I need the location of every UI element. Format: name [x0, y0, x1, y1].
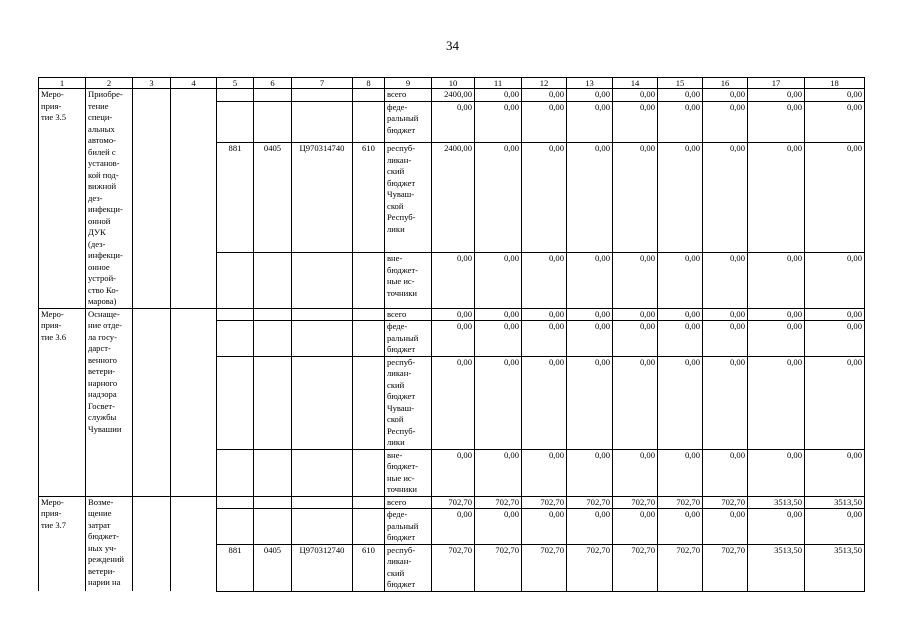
amount-cell: 0,00 — [805, 321, 865, 357]
funding-source — [385, 253, 432, 308]
grbs-code — [217, 253, 254, 308]
section-code: 0405 — [254, 143, 292, 253]
amount-cell: 0,00 — [703, 356, 748, 449]
measure-title-line: затрат — [88, 519, 111, 530]
funding-source — [385, 101, 432, 143]
amount-cell: 0,00 — [613, 321, 658, 357]
column-number-14: 14 — [613, 78, 658, 89]
amount-cell: 702,70 — [432, 496, 475, 509]
amount-cell: 3513,50 — [748, 496, 805, 509]
column-number-16: 16 — [703, 78, 748, 89]
amount-cell: 0,00 — [805, 253, 865, 308]
measure-title-line: дарст- — [88, 343, 111, 353]
measure-title-line: инфекци- — [88, 250, 123, 260]
measure-number-line: прия- — [41, 320, 62, 330]
column-3-cell — [133, 496, 171, 591]
amount-cell: 2400,00 — [432, 89, 475, 102]
funding-source-line: ликан- — [387, 556, 412, 566]
column-number-18: 18 — [805, 78, 865, 89]
grbs-code: 881 — [217, 143, 254, 253]
measure-title-line: кой под- — [88, 169, 119, 180]
amount-cell: 0,00 — [432, 101, 475, 143]
expense-type-code — [353, 89, 385, 102]
amount-cell: 0,00 — [748, 321, 805, 357]
amount-cell: 0,00 — [475, 143, 522, 253]
amount-cell: 0,00 — [703, 449, 748, 496]
amount-cell: 0,00 — [748, 449, 805, 496]
measure-title-line: службы — [88, 412, 117, 422]
amount-cell: 0,00 — [432, 356, 475, 449]
target-article-code — [292, 101, 353, 143]
amount-cell: 702,70 — [522, 496, 567, 509]
section-code — [254, 356, 292, 449]
funding-source — [385, 509, 432, 545]
amount-cell: 702,70 — [703, 544, 748, 591]
amount-cell: 0,00 — [658, 89, 703, 102]
funding-source-line: бюджет — [387, 344, 416, 354]
measure-title-line: инфекци- — [88, 204, 123, 214]
funding-source-line: ский — [387, 567, 405, 578]
amount-cell: 0,00 — [703, 253, 748, 308]
expense-type-code — [353, 253, 385, 308]
amount-cell: 0,00 — [522, 101, 567, 143]
amount-cell: 0,00 — [805, 143, 865, 253]
measure-title-line: венного — [88, 354, 117, 365]
amount-cell: 0,00 — [432, 509, 475, 545]
funding-source-line: респуб- — [387, 356, 416, 367]
amount-cell: 0,00 — [522, 449, 567, 496]
amount-cell: 0,00 — [613, 308, 658, 321]
amount-cell: 0,00 — [748, 356, 805, 449]
measure-title — [86, 496, 133, 591]
section-code — [254, 321, 292, 357]
measure-title-line: надзора — [88, 389, 117, 399]
amount-cell: 0,00 — [613, 356, 658, 449]
expense-type-code: 610 — [353, 143, 385, 253]
measure-number-line: тие 3.6 — [41, 331, 67, 342]
column-number-8: 8 — [353, 78, 385, 89]
grbs-code — [217, 101, 254, 143]
funding-source-line: ные ис- — [387, 276, 415, 287]
measure-title-line: дез- — [88, 192, 103, 203]
grbs-code — [217, 356, 254, 449]
amount-cell: 0,00 — [567, 449, 613, 496]
measure-title-line: альных — [88, 123, 115, 134]
measure-title-line: онной — [88, 215, 111, 226]
grbs-code — [217, 89, 254, 102]
amount-cell: 702,70 — [613, 544, 658, 591]
target-article-code: Ц970312740 — [292, 544, 353, 591]
amount-cell: 3513,50 — [805, 544, 865, 591]
measure-title-line: установ- — [88, 158, 120, 168]
funding-source — [385, 89, 432, 102]
column-number-6: 6 — [254, 78, 292, 89]
amount-cell: 0,00 — [475, 253, 522, 308]
column-number-9: 9 — [385, 78, 432, 89]
column-number-10: 10 — [432, 78, 475, 89]
amount-cell: 702,70 — [475, 496, 522, 509]
grbs-code — [217, 496, 254, 509]
funding-source-line: лики — [387, 223, 405, 234]
measure-number-line: тие 3.7 — [41, 519, 67, 530]
column-4-cell — [171, 496, 217, 591]
expense-type-code: 610 — [353, 544, 385, 591]
funding-source-line: ральный — [387, 520, 419, 531]
amount-cell: 0,00 — [703, 321, 748, 357]
measure-title-line: Оснаще- — [88, 308, 120, 319]
expense-type-code — [353, 496, 385, 509]
funding-source-line: Чуваш- — [387, 402, 415, 413]
amount-cell: 0,00 — [703, 89, 748, 102]
target-article-code — [292, 509, 353, 545]
amount-cell: 0,00 — [475, 449, 522, 496]
measure-title-line: тение — [88, 100, 109, 111]
grbs-code — [217, 321, 254, 357]
amount-cell: 0,00 — [432, 253, 475, 308]
amount-cell: 0,00 — [613, 449, 658, 496]
amount-cell: 0,00 — [658, 356, 703, 449]
measure-number-line: Меро- — [41, 308, 64, 319]
amount-cell: 0,00 — [613, 253, 658, 308]
section-code — [254, 308, 292, 321]
amount-cell: 0,00 — [522, 89, 567, 102]
table-row — [39, 496, 865, 509]
measure-title-line: Возме- — [88, 496, 114, 507]
funding-source-line: ные ис- — [387, 472, 415, 483]
measure-number — [39, 496, 86, 591]
measure-number — [39, 308, 86, 496]
measure-title-line: ДУК — [88, 227, 106, 237]
column-number-row — [39, 78, 865, 89]
amount-cell: 0,00 — [567, 101, 613, 143]
amount-cell: 0,00 — [522, 321, 567, 357]
amount-cell: 0,00 — [748, 101, 805, 143]
section-code — [254, 449, 292, 496]
amount-cell: 0,00 — [613, 143, 658, 253]
amount-cell: 0,00 — [658, 101, 703, 143]
amount-cell: 0,00 — [805, 89, 865, 102]
amount-cell: 0,00 — [805, 449, 865, 496]
amount-cell: 0,00 — [522, 253, 567, 308]
funding-source — [385, 544, 432, 591]
page-number: 34 — [446, 38, 459, 53]
measure-number — [39, 89, 86, 309]
amount-cell: 0,00 — [567, 253, 613, 308]
measure-title-line: Госвет- — [88, 400, 115, 411]
amount-cell: 0,00 — [805, 308, 865, 321]
amount-cell: 0,00 — [613, 89, 658, 102]
column-number-13: 13 — [567, 78, 613, 89]
column-number-5: 5 — [217, 78, 254, 89]
measure-title-line: онное — [88, 261, 110, 272]
column-4-cell — [171, 89, 217, 309]
amount-cell: 0,00 — [748, 143, 805, 253]
amount-cell: 702,70 — [567, 544, 613, 591]
column-number-11: 11 — [475, 78, 522, 89]
amount-cell: 0,00 — [703, 143, 748, 253]
amount-cell: 0,00 — [748, 253, 805, 308]
target-article-code — [292, 496, 353, 509]
amount-cell: 0,00 — [522, 356, 567, 449]
table-row — [39, 89, 865, 102]
section-code — [254, 101, 292, 143]
expense-type-code — [353, 101, 385, 143]
measure-number-line: прия- — [41, 100, 62, 111]
amount-cell: 0,00 — [658, 308, 703, 321]
measure-title-line: нарии на — [88, 577, 121, 587]
column-number-3: 3 — [133, 78, 171, 89]
grbs-code — [217, 509, 254, 545]
section-code — [254, 509, 292, 545]
column-number-15: 15 — [658, 78, 703, 89]
amount-cell: 0,00 — [613, 101, 658, 143]
amount-cell: 702,70 — [432, 544, 475, 591]
measure-title-line: билей с — [88, 146, 116, 157]
funding-source-line: бюджет — [387, 391, 416, 401]
measure-title-line: ных уч- — [88, 542, 117, 553]
section-code — [254, 89, 292, 102]
amount-cell: 702,70 — [522, 544, 567, 591]
amount-cell: 0,00 — [567, 321, 613, 357]
funding-source-line: ликан- — [387, 368, 412, 378]
funding-source-line: вне- — [387, 253, 403, 264]
funding-source-line: феде- — [387, 101, 408, 112]
amount-cell: 0,00 — [567, 356, 613, 449]
funding-source-line: всего — [387, 89, 407, 99]
column-number-1: 1 — [39, 78, 86, 89]
measure-title — [86, 308, 133, 496]
measure-number-line: тие 3.5 — [41, 112, 67, 122]
amount-cell: 0,00 — [567, 509, 613, 545]
amount-cell: 0,00 — [567, 143, 613, 253]
funding-source-line: ской — [387, 414, 404, 424]
amount-cell: 0,00 — [522, 308, 567, 321]
funding-source-line: Чуваш- — [387, 189, 415, 200]
amount-cell: 0,00 — [703, 101, 748, 143]
measure-title — [86, 89, 133, 309]
measure-number-line: прия- — [41, 508, 62, 518]
amount-cell: 702,70 — [567, 496, 613, 509]
amount-cell: 0,00 — [658, 449, 703, 496]
funding-source-line: вне- — [387, 449, 403, 460]
funding-source-line: точники — [387, 287, 418, 298]
funding-source-line: бюджет- — [387, 461, 418, 471]
measure-title-line: ветери- — [88, 366, 116, 376]
section-code — [254, 496, 292, 509]
measure-title-line: (дез- — [88, 238, 106, 249]
amount-cell: 0,00 — [475, 308, 522, 321]
amount-cell: 0,00 — [748, 308, 805, 321]
funding-source-line: точники — [387, 484, 418, 494]
expense-type-code — [353, 356, 385, 449]
funding-source-line: Респуб- — [387, 425, 416, 436]
measure-title-line: ние отде- — [88, 320, 123, 330]
funding-source-line: бюджет — [387, 579, 416, 589]
amount-cell: 0,00 — [703, 308, 748, 321]
measure-title-line: реждений — [88, 554, 125, 564]
amount-cell: 0,00 — [567, 308, 613, 321]
funding-source — [385, 308, 432, 321]
column-number-17: 17 — [748, 78, 805, 89]
section-code — [254, 253, 292, 308]
amount-cell: 0,00 — [475, 101, 522, 143]
amount-cell: 0,00 — [805, 509, 865, 545]
amount-cell: 0,00 — [658, 253, 703, 308]
column-number-4: 4 — [171, 78, 217, 89]
funding-source-line: респуб- — [387, 544, 416, 555]
budget-table — [38, 77, 865, 592]
amount-cell: 0,00 — [522, 143, 567, 253]
amount-cell: 0,00 — [658, 143, 703, 253]
amount-cell: 0,00 — [475, 356, 522, 449]
funding-source — [385, 449, 432, 496]
grbs-code — [217, 449, 254, 496]
funding-source-line: респуб- — [387, 143, 416, 154]
funding-source-line: ский — [387, 166, 405, 177]
funding-source — [385, 356, 432, 449]
amount-cell: 2400,00 — [432, 143, 475, 253]
table-row — [39, 308, 865, 321]
measure-title-line: нарного — [88, 377, 118, 388]
expense-type-code — [353, 509, 385, 545]
funding-source-line: всего — [387, 496, 407, 507]
funding-source-line: ральный — [387, 113, 419, 123]
column-3-cell — [133, 308, 171, 496]
target-article-code — [292, 321, 353, 357]
amount-cell: 702,70 — [658, 496, 703, 509]
column-number-2: 2 — [86, 78, 133, 89]
amount-cell: 702,70 — [475, 544, 522, 591]
amount-cell: 0,00 — [475, 321, 522, 357]
funding-source — [385, 496, 432, 509]
amount-cell: 3513,50 — [805, 496, 865, 509]
funding-source-line: ской — [387, 200, 404, 211]
amount-cell: 0,00 — [658, 509, 703, 545]
amount-cell: 0,00 — [805, 101, 865, 143]
amount-cell: 0,00 — [567, 89, 613, 102]
measure-title-line: ство Ко- — [88, 284, 119, 295]
target-article-code — [292, 253, 353, 308]
measure-title-line: вижной — [88, 181, 117, 191]
amount-cell: 0,00 — [658, 321, 703, 357]
amount-cell: 0,00 — [613, 509, 658, 545]
funding-source-line: бюджет- — [387, 264, 418, 275]
amount-cell: 702,70 — [613, 496, 658, 509]
amount-cell: 0,00 — [748, 509, 805, 545]
column-number-12: 12 — [522, 78, 567, 89]
funding-source-line: феде- — [387, 509, 408, 519]
amount-cell: 0,00 — [522, 509, 567, 545]
amount-cell: 0,00 — [475, 509, 522, 545]
funding-source-line: Респуб- — [387, 212, 416, 223]
expense-type-code — [353, 321, 385, 357]
target-article-code — [292, 449, 353, 496]
measure-title-line: устрой- — [88, 273, 117, 283]
target-article-code — [292, 356, 353, 449]
column-number-7: 7 — [292, 78, 353, 89]
funding-source-line: бюджет — [387, 532, 416, 542]
measure-title-line: марова) — [88, 296, 117, 306]
funding-source-line: ликан- — [387, 154, 412, 165]
amount-cell: 702,70 — [703, 496, 748, 509]
funding-source — [385, 143, 432, 253]
measure-title-line: специ- — [88, 112, 113, 122]
measure-title-line: автомо- — [88, 135, 117, 145]
funding-source-line: бюджет — [387, 124, 416, 135]
amount-cell: 0,00 — [432, 321, 475, 357]
amount-cell: 3513,50 — [748, 544, 805, 591]
expense-type-code — [353, 308, 385, 321]
measure-title-line: щение — [88, 508, 112, 518]
measure-title-line: ла госу- — [88, 331, 117, 342]
amount-cell: 702,70 — [658, 544, 703, 591]
funding-source-line: всего — [387, 308, 407, 319]
expense-type-code — [353, 449, 385, 496]
amount-cell: 0,00 — [703, 509, 748, 545]
amount-cell: 0,00 — [805, 356, 865, 449]
measure-title-line: ветери- — [88, 565, 116, 576]
column-4-cell — [171, 308, 217, 496]
section-code: 0405 — [254, 544, 292, 591]
funding-source-line: ский — [387, 379, 405, 390]
column-3-cell — [133, 89, 171, 309]
target-article-code — [292, 89, 353, 102]
measure-number-line: Меро- — [41, 89, 64, 99]
amount-cell: 0,00 — [748, 89, 805, 102]
grbs-code: 881 — [217, 544, 254, 591]
grbs-code — [217, 308, 254, 321]
funding-source-line: феде- — [387, 321, 408, 331]
measure-title-line: Чувашии — [88, 423, 122, 434]
target-article-code: Ц970314740 — [292, 143, 353, 253]
measure-title-line: Приобре- — [88, 89, 123, 99]
funding-source — [385, 321, 432, 357]
target-article-code — [292, 308, 353, 321]
funding-source-line: бюджет — [387, 177, 416, 188]
funding-source-line: ральный — [387, 332, 419, 343]
amount-cell: 0,00 — [432, 449, 475, 496]
funding-source-line: лики — [387, 437, 405, 447]
amount-cell: 0,00 — [475, 89, 522, 102]
measure-number-line: Меро- — [41, 496, 64, 507]
amount-cell: 0,00 — [432, 308, 475, 321]
measure-title-line: бюджет- — [88, 531, 119, 541]
